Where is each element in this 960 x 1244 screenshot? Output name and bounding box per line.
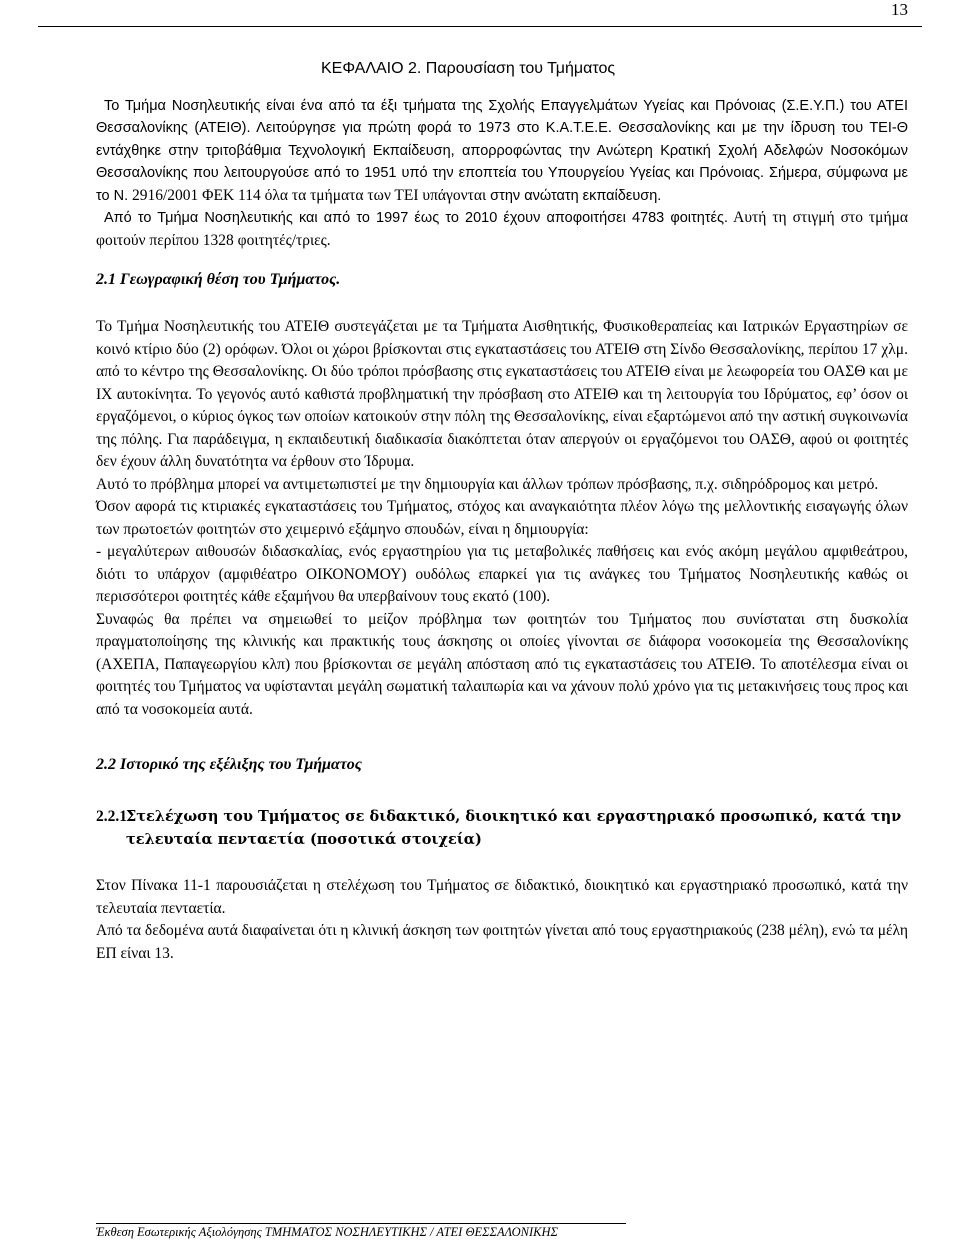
section-2-1-paragraph-1: Το Τμήμα Νοσηλευτικής του ΑΤΕΙΘ συστεγάζεται με τα Τμήματα Αισθητικής, Φυσικοθεραπείας και Ιατρικών Εργαστηρίων σε κοινό κτίριο δύο (2) ορόφων. Όλοι οι χώροι βρίσκονται στις εγκαταστάσεις του ΑΤΕΙΘ στη Σίνδο Θεσσαλονίκης, περίπου 17 χλμ. από το κέντρο της Θεσσαλονίκης. Οι δύο τρόποι πρόσβασης στις εγκαταστάσεις του ΑΤΕΙΘ είναι με λεωφορεία του ΟΑΣΘ και με ΙΧ αυτοκίνητα. Το γεγονός αυτό καθιστά προβληματική την πρόσβαση στο ΑΤΕΙΘ και τη λειτουργία του Ιδρύματος, εφ’ όσον οι εργαζόμενοι, ο κύριος όγκος των οποίων κατοικούν στην πόλη της Θεσσαλονίκης, είναι εξαρτώμενοι από την αστική συγκοινωνία της πόλης. Για παράδειγμα, η εκπαιδευτική διαδικασία διακόπτεται όταν απεργούν οι εργαζόμενοι του ΟΑΣΘ, αφού οι φοιτητές δεν έχουν άλλη δυνατότητα να έρθουν στο Ίδρυμα. — [96, 318, 908, 470]
intro-paragraph-1 — [96, 95, 908, 208]
intro-paragraph-2 — [96, 207, 908, 252]
section-2-1-heading: 2.1 Γεωγραφική θέση του Τμήματος. — [96, 271, 341, 288]
intro-p2-sans: Από το Τμήμα Νοσηλευτικής και από το 1997 έως το 2010 έχουν αποφοιτήσει 4783 φοιτητές. — [104, 210, 729, 226]
page-number: 13 — [891, 0, 908, 19]
section-2-2-1-paragraph-2: Από τα δεδομένα αυτά διαφαίνεται ότι η κλινική άσκηση των φοιτητών γίνεται από τους εργαστηριακούς (238 μέλη), ενώ τα μέλη ΕΠ είναι 13. — [96, 922, 908, 962]
intro-p1-sans: Το Τμήμα Νοσηλευτικής είναι ένα από τα έξι τμήματα της Σχολής Επαγγελμάτων Υγείας και Πρόνοιας (Σ.Ε.Υ.Π.) του ΑΤΕΙ Θεσσαλονίκης (ΑΤΕΙΘ). Λειτούργησε για πρώτη φορά το 1973 στο Κ.Α.Τ.Ε.Ε. Θεσσαλονίκης και με την ίδρυση του ΤΕΙ-Θ εντάχθηκε στην τριτοβάθμια Τεχνολογική Εκπαίδευση, απορροφώντας την Ανώτερη Κρατική Σχολή Αδελφών Νοσοκόμων Θεσσαλονίκης που λειτουργούσε από το 1951 υπό την εποπτεία του Υπουργείου Υγείας και Πρόνοιας. Σήμερα, σύμφωνα με το Ν. — [96, 97, 908, 204]
section-2-1-paragraph-3: Όσον αφορά τις κτιριακές εγκαταστάσεις του Τμήματος, στόχος και αναγκαιότητα πλέον λόγω της μελλοντικής εισαγωγής όλων των πρωτοετών φοιτητών στο χειμερινό εξάμηνο σπουδών, είναι η δημιουργία: — [96, 498, 908, 538]
footer-rule — [96, 1223, 626, 1224]
intro-p1-serif: 2916/2001 ΦΕΚ 114 όλα τα τμήματα των ΤΕΙ υπάγονται — [128, 186, 487, 204]
section-2-2-1-number: 2.2.1 — [96, 808, 127, 825]
section-2-2-heading: 2.2 Ιστορικό της εξέλιξης του Τμήματος — [96, 756, 362, 773]
section-2-2-1-title: Στελέχωση του Τμήματος σε διδακτικό, διοικητικό και εργαστηριακό προσωπικό, κατά την τελευταία πενταετία (ποσοτικά στοιχεία) — [126, 808, 902, 848]
chapter-title: ΚΕΦΑΛΑΙΟ 2. Παρουσίαση του Τμήματος — [321, 60, 616, 77]
intro-p2-serif: Αυτή τη στιγμή στο τμήμα φοιτούν περίπου 1328 φοιτητές/τριες. — [96, 209, 908, 249]
section-2-2-1-paragraph-1: Στον Πίνακα 11-1 παρουσιάζεται η στελέχωση του Τμήματος σε διδακτικό, διοικητικό και εργαστηριακό προσωπικό, κατά την τελευταία πενταετία. — [96, 877, 908, 917]
page-content — [96, 58, 908, 965]
section-2-2-1-heading — [96, 805, 908, 851]
page-footer: Έκθεση Εσωτερικής Αξιολόγησης ΤΜΗΜΑΤΟΣ ΝΟΣΗΛΕΥΤΙΚΗΣ / ΑΤΕΙ ΘΕΣΣΑΛΟΝΙΚΗΣ — [96, 1225, 558, 1239]
section-2-1-paragraph-5: Συναφώς θα πρέπει να σημειωθεί το μείζον πρόβλημα των φοιτητών του Τμήματος που συνίσταται στη δυσκολία πραγματοποίησης της κλινικής και πρακτικής τους άσκησης οι οποίες γίνονται σε διάφορα νοσοκομεία της Θεσσαλονίκης (ΑΧΕΠΑ, Παπαγεωργίου κλπ) που βρίσκονται σε μεγάλη απόσταση από τις εγκαταστάσεις του ΑΤΕΙΘ. Το αποτέλεσμα είναι οι φοιτητές του Τμήματος να υφίστανται μεγάλη σωματική ταλαιπωρία και να χάνουν πολύ χρόνο για τις μετακινήσεις τους προς και από τα νοσοκομεία αυτά. — [96, 610, 908, 718]
section-2-1-paragraph-4: - μεγαλύτερων αιθουσών διδασκαλίας, ενός εργαστηρίου για τις μεταβολικές παθήσεις και ενός ακόμη μεγάλου αμφιθεάτρου, διότι το υπάρχον (αμφιθέατρο ΟΙΚΟΝΟΜΟΥ) ουδόλως επαρκεί για τις ανάγκες του Τμήματος Νοσηλευτικής καθώς οι περισσότεροι φοιτητές κάθε εξαμήνου θα υπερβαίνουν τους εκατό (100). — [96, 543, 908, 605]
header-rule — [38, 26, 922, 27]
section-2-1-paragraph-2: Αυτό το πρόβλημα μπορεί να αντιμετωπιστεί με την δημιουργία και άλλων τρόπων πρόσβασης, π.χ. σιδηρόδρομος και μετρό. — [96, 475, 879, 493]
intro-p1-sans-end: στην ανώτατη εκπαίδευση. — [486, 187, 662, 204]
